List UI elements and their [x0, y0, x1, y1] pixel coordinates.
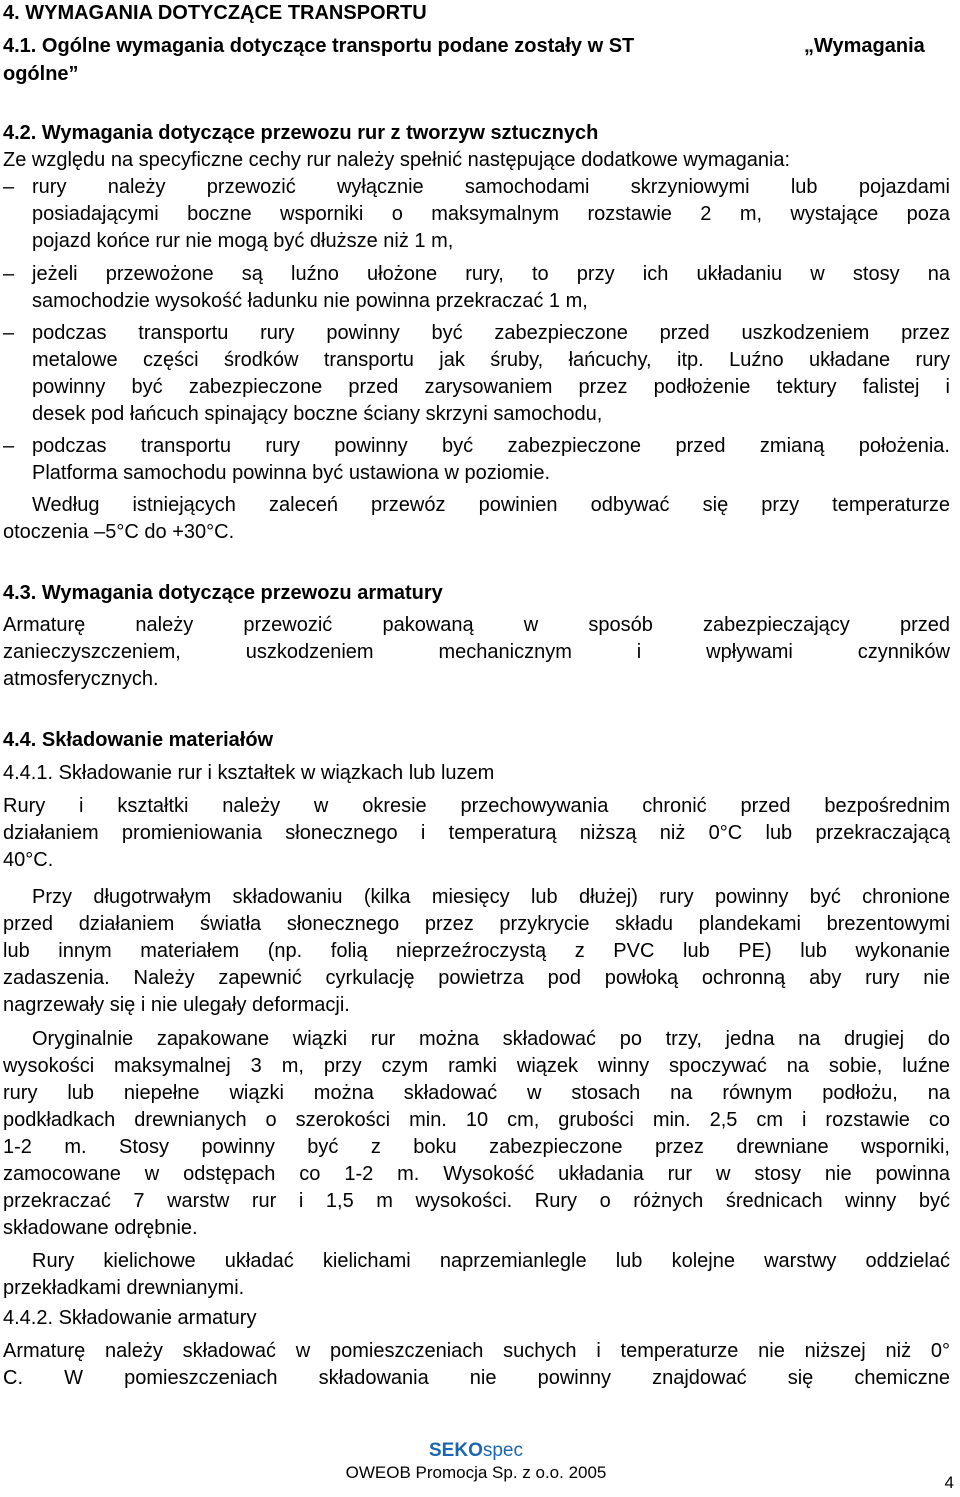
bullet-line: pojazd końce rur nie mogą być dłuższe niż 1 m, — [32, 230, 454, 252]
paragraph-line: podkładkach drewnianych o szerokości min. 10 cm, grubości min. 2,5 cm i rozstawie co — [3, 1109, 950, 1131]
paragraph-line: zamocowane w odstępach co 1-2 m. Wysokość układania rur w stosy nie powinna — [3, 1163, 950, 1185]
footer-organization: OWEOB Promocja Sp. z o.o. 2005 — [345, 1463, 607, 1482]
bullet-marker: – — [3, 322, 15, 344]
paragraph-line: nagrzewały się i nie ulegały deformacji. — [3, 994, 350, 1016]
paragraph-line: Przy długotrwałym składowaniu (kilka miesięcy lub dłużej) rury powinny być chronione — [32, 886, 950, 908]
bullet-line: powinny być zabezpieczone przed zarysowaniem przez podłożenie tektury falistej i — [32, 376, 950, 398]
subsection-heading: 4.2. Wymagania dotyczące przewozu rur z tworzyw sztucznych — [3, 122, 599, 144]
paragraph-line: przekładkami drewnianymi. — [3, 1277, 245, 1299]
paragraph-line: składowane odrębnie. — [3, 1217, 198, 1239]
paragraph-line: Rury kielichowe układać kielichami naprzemianlegle lub kolejne warstwy oddzielać — [32, 1250, 950, 1272]
bullet-line: podczas transportu rury powinny być zabezpieczone przed zmianą położenia. — [32, 435, 950, 457]
footer-logo-part-a: SEKO — [429, 1440, 483, 1461]
paragraph-line: zadaszenia. Należy zapewnić cyrkulację powietrza pod powłoką ochronną aby rury nie — [3, 967, 950, 989]
footer-logo-part-b: spec — [482, 1440, 523, 1461]
paragraph-line: Oryginalnie zapakowane wiązki rur można składować po trzy, jedna na drugiej do — [32, 1028, 950, 1050]
bullet-line: Platforma samochodu powinna być ustawiona w poziomie. — [32, 462, 551, 484]
paragraph-line: rury lub niepełne wiązki można składować w stosach na równym podłożu, na — [3, 1082, 950, 1104]
paragraph-line: C. W pomieszczeniach składowania nie powinny znajdować się chemiczne — [3, 1367, 950, 1389]
paragraph-line: zanieczyszczeniem, uszkodzeniem mechanicznym i wpływami czynników — [3, 641, 950, 663]
subsection-heading: 4.1. Ogólne wymagania dotyczące transportu podane zostały w ST — [3, 35, 635, 57]
paragraph-line: Ze względu na specyficzne cechy rur należy spełnić następujące dodatkowe wymagania: — [3, 149, 791, 171]
paragraph-line: 40°C. — [3, 849, 54, 871]
paragraph-line: wysokości maksymalnej 3 m, przy czym ramki wiązek winny spoczywać na sobie, luźne — [3, 1055, 950, 1077]
paragraph-line: Według istniejących zaleceń przewóz powinien odbywać się przy temperaturze — [32, 494, 950, 516]
paragraph-line: lub innym materiałem (np. folią nieprzeźroczystą z PVC lub PE) lub wykonanie — [3, 940, 950, 962]
bullet-line: desek pod łańcuch spinający boczne ściany skrzyni samochodu, — [32, 403, 603, 425]
paragraph-line: 1-2 m. Stosy powinny być z boku zabezpieczone przez drewniane wsporniki, — [3, 1136, 950, 1158]
bullet-line: metalowe części środków transportu jak śruby, łańcuchy, itp. Luźno układane rury — [32, 349, 950, 371]
bullet-line: samochodzie wysokość ładunku nie powinna przekraczać 1 m, — [32, 290, 588, 312]
footer-logo — [0, 1440, 952, 1462]
bullet-line: jeżeli przewożone są luźno ułożone rury, to przy ich układaniu w stosy na — [32, 263, 950, 285]
subsection-heading-cont: „Wymagania — [804, 35, 925, 57]
paragraph-line: przed działaniem światła słonecznego przez przykrycie składu plandekami brezentowymi — [3, 913, 950, 935]
paragraph-line: przekraczać 7 warstw rur i 1,5 m wysokości. Rury o różnych średnicach winny być — [3, 1190, 950, 1212]
paragraph-line: Armaturę należy składować w pomieszczeniach suchych i temperaturze nie niższej niż 0° — [3, 1340, 950, 1362]
subsubsection-heading: 4.4.1. Składowanie rur i kształtek w wiązkach lub luzem — [3, 762, 495, 784]
page-number: 4 — [944, 1473, 954, 1492]
bullet-marker: – — [3, 435, 15, 457]
subsection-heading-cont: ogólne” — [3, 63, 79, 85]
bullet-line: posiadającymi boczne wsporniki o maksymalnym rozstawie 2 m, wystające poza — [32, 203, 950, 225]
paragraph-line: Rury i kształtki należy w okresie przechowywania chronić przed bezpośrednim — [3, 795, 950, 817]
subsubsection-heading: 4.4.2. Składowanie armatury — [3, 1307, 257, 1329]
paragraph-line: Armaturę należy przewozić pakowaną w sposób zabezpieczający przed — [3, 614, 950, 636]
paragraph-line: atmosferycznych. — [3, 668, 159, 690]
paragraph-line: otoczenia –5°C do +30°C. — [3, 521, 235, 543]
bullet-marker: – — [3, 263, 15, 285]
bullet-line: rury należy przewozić wyłącznie samochodami skrzyniowymi lub pojazdami — [32, 176, 950, 198]
paragraph-line: działaniem promieniowania słonecznego i temperaturą niższą niż 0°C lub przekraczającą — [3, 822, 950, 844]
bullet-line: podczas transportu rury powinny być zabezpieczone przed uszkodzeniem przez — [32, 322, 950, 344]
subsection-heading: 4.4. Składowanie materiałów — [3, 729, 274, 751]
section-heading: 4. WYMAGANIA DOTYCZĄCE TRANSPORTU — [3, 2, 427, 24]
subsection-heading: 4.3. Wymagania dotyczące przewozu armatury — [3, 582, 443, 604]
bullet-marker: – — [3, 176, 15, 198]
